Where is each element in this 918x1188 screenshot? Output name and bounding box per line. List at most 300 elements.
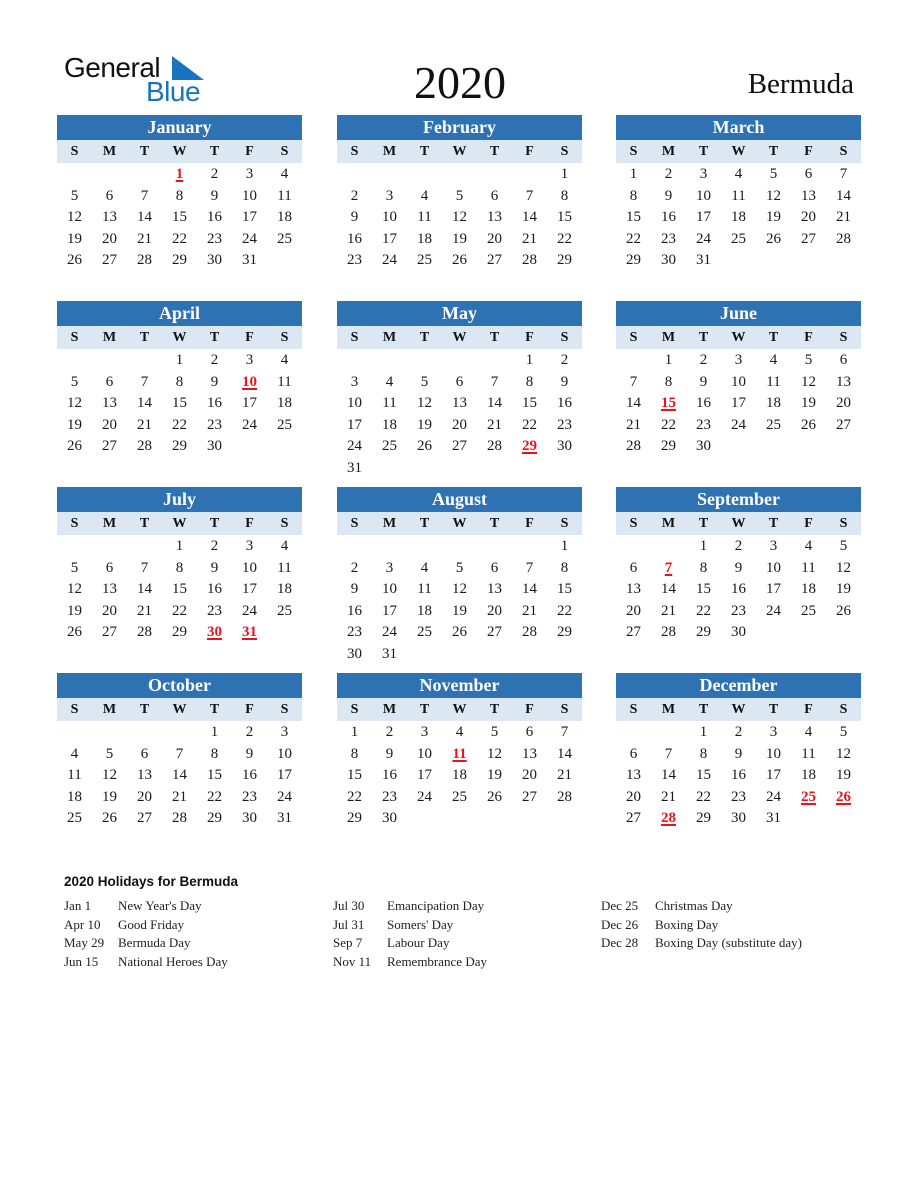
day-cell: 14 bbox=[661, 767, 676, 784]
day-cell: 5 bbox=[839, 538, 848, 554]
day-cell: 11 bbox=[277, 373, 292, 390]
day-cell: 3 bbox=[350, 373, 359, 390]
day-cell: 10 bbox=[382, 209, 397, 226]
day-cell: 23 bbox=[382, 788, 397, 805]
empty-cell bbox=[651, 536, 686, 558]
day-cell: 20 bbox=[522, 767, 537, 784]
day-cell: 18 bbox=[452, 767, 467, 784]
day-grid bbox=[616, 721, 861, 830]
holiday-name: National Heroes Day bbox=[118, 953, 228, 969]
weekday-label: T bbox=[139, 330, 150, 345]
month-header: January bbox=[57, 115, 302, 140]
month-february bbox=[337, 115, 582, 272]
holiday-name: Bermuda Day bbox=[118, 935, 191, 950]
day-cell: 7 bbox=[140, 373, 149, 390]
holiday-row bbox=[64, 953, 228, 972]
day-cell: 19 bbox=[801, 395, 816, 412]
day-cell: 25 bbox=[382, 438, 397, 455]
holiday-date: 26 bbox=[836, 788, 851, 805]
day-cell: 10 bbox=[242, 187, 257, 204]
day-cell: 29 bbox=[557, 252, 572, 269]
day-cell: 24 bbox=[766, 602, 781, 619]
day-cell: 11 bbox=[277, 187, 292, 204]
day-cell: 12 bbox=[417, 395, 432, 412]
day-cell: 12 bbox=[67, 395, 82, 412]
empty-cell bbox=[372, 536, 407, 558]
empty-cell bbox=[407, 536, 442, 558]
day-cell: 2 bbox=[210, 538, 219, 554]
day-cell: 13 bbox=[487, 209, 502, 226]
holiday-date: 11 bbox=[452, 745, 467, 762]
day-cell: 23 bbox=[347, 624, 362, 641]
weekday-label: W bbox=[731, 702, 746, 717]
empty-cell bbox=[337, 350, 372, 372]
day-cell: 8 bbox=[560, 559, 569, 576]
day-cell: 15 bbox=[696, 767, 711, 784]
day-cell: 17 bbox=[242, 395, 257, 412]
month-header: May bbox=[337, 301, 582, 326]
day-cell: 26 bbox=[487, 788, 502, 805]
day-cell: 20 bbox=[487, 602, 502, 619]
day-cell: 9 bbox=[699, 373, 708, 390]
empty-cell bbox=[162, 722, 197, 744]
day-cell: 2 bbox=[210, 352, 219, 368]
day-cell: 6 bbox=[490, 187, 499, 204]
day-cell: 23 bbox=[207, 230, 222, 247]
day-cell: 15 bbox=[696, 581, 711, 598]
day-cell: 30 bbox=[661, 252, 676, 269]
day-cell: 18 bbox=[801, 581, 816, 598]
weekday-label: S bbox=[350, 144, 359, 159]
day-cell: 10 bbox=[696, 187, 711, 204]
day-cell: 13 bbox=[487, 581, 502, 598]
day-cell: 24 bbox=[731, 416, 746, 433]
holidays-column bbox=[333, 897, 487, 971]
empty-cell bbox=[512, 536, 547, 558]
day-cell: 20 bbox=[801, 209, 816, 226]
day-cell: 6 bbox=[629, 745, 638, 762]
day-cell: 8 bbox=[699, 559, 708, 576]
empty-cell bbox=[442, 536, 477, 558]
day-cell: 29 bbox=[172, 624, 187, 641]
day-cell: 13 bbox=[452, 395, 467, 412]
day-cell: 20 bbox=[137, 788, 152, 805]
day-cell: 25 bbox=[731, 230, 746, 247]
day-cell: 31 bbox=[766, 810, 781, 827]
holiday-date-label: Jan 1 bbox=[64, 898, 92, 913]
day-cell: 31 bbox=[277, 810, 292, 827]
day-cell: 28 bbox=[137, 438, 152, 455]
weekday-label: M bbox=[382, 702, 397, 717]
weekday-label: M bbox=[102, 144, 117, 159]
day-cell: 28 bbox=[137, 624, 152, 641]
weekday-row bbox=[616, 698, 861, 721]
weekday-label: S bbox=[560, 516, 569, 531]
day-cell: 25 bbox=[766, 416, 781, 433]
month-august bbox=[337, 487, 582, 666]
day-cell: 6 bbox=[839, 352, 848, 368]
month-september bbox=[616, 487, 861, 644]
day-cell: 25 bbox=[801, 602, 816, 619]
day-cell: 18 bbox=[277, 395, 292, 412]
day-cell: 5 bbox=[455, 187, 464, 204]
day-cell: 9 bbox=[210, 373, 219, 390]
day-cell: 29 bbox=[557, 624, 572, 641]
day-cell: 27 bbox=[487, 624, 502, 641]
day-cell: 14 bbox=[137, 581, 152, 598]
day-cell: 9 bbox=[350, 581, 359, 598]
day-cell: 21 bbox=[836, 209, 851, 226]
empty-cell bbox=[57, 536, 92, 558]
day-cell: 13 bbox=[836, 373, 851, 390]
weekday-label: S bbox=[70, 516, 79, 531]
empty-cell bbox=[127, 722, 162, 744]
holiday-row bbox=[333, 897, 487, 916]
day-cell: 30 bbox=[696, 438, 711, 455]
holiday-date: 15 bbox=[661, 395, 676, 412]
day-cell: 12 bbox=[452, 209, 467, 226]
weekday-label: W bbox=[172, 144, 187, 159]
holidays-column bbox=[601, 897, 802, 953]
day-cell: 19 bbox=[67, 602, 82, 619]
weekday-label: F bbox=[525, 516, 534, 531]
day-cell: 25 bbox=[277, 230, 292, 247]
day-cell: 17 bbox=[731, 395, 746, 412]
day-cell: 19 bbox=[766, 209, 781, 226]
weekday-label: T bbox=[489, 702, 500, 717]
day-cell: 4 bbox=[385, 373, 394, 390]
holiday-name: Emancipation Day bbox=[387, 898, 485, 913]
day-cell: 25 bbox=[452, 788, 467, 805]
month-april bbox=[57, 301, 302, 458]
day-cell: 10 bbox=[766, 745, 781, 762]
day-cell: 16 bbox=[557, 395, 572, 412]
day-cell: 20 bbox=[836, 395, 851, 412]
day-grid bbox=[616, 163, 861, 272]
day-cell: 8 bbox=[210, 745, 219, 762]
day-cell: 16 bbox=[347, 230, 362, 247]
empty-cell bbox=[477, 350, 512, 372]
day-cell: 1 bbox=[560, 538, 569, 554]
weekday-label: T bbox=[489, 330, 500, 345]
page-title-year: 2020 bbox=[414, 57, 506, 108]
day-cell: 22 bbox=[207, 788, 222, 805]
day-cell: 20 bbox=[102, 416, 117, 433]
day-cell: 11 bbox=[277, 559, 292, 576]
day-cell: 21 bbox=[137, 602, 152, 619]
weekday-label: F bbox=[804, 144, 813, 159]
empty-cell bbox=[442, 350, 477, 372]
day-cell: 3 bbox=[769, 724, 778, 740]
day-cell: 14 bbox=[137, 395, 152, 412]
day-cell: 19 bbox=[417, 416, 432, 433]
day-cell: 11 bbox=[382, 395, 397, 412]
day-cell: 9 bbox=[385, 745, 394, 762]
weekday-row bbox=[337, 698, 582, 721]
weekday-label: T bbox=[209, 330, 220, 345]
day-cell: 30 bbox=[207, 438, 222, 455]
day-cell: 2 bbox=[734, 724, 743, 740]
holiday-name: Remembrance Day bbox=[387, 953, 487, 969]
day-cell: 16 bbox=[207, 581, 222, 598]
weekday-label: F bbox=[525, 330, 534, 345]
day-cell: 12 bbox=[102, 767, 117, 784]
weekday-label: S bbox=[839, 702, 848, 717]
day-cell: 15 bbox=[207, 767, 222, 784]
empty-cell bbox=[407, 164, 442, 186]
month-november bbox=[337, 673, 582, 830]
day-cell: 19 bbox=[452, 230, 467, 247]
empty-cell bbox=[57, 350, 92, 372]
day-cell: 16 bbox=[661, 209, 676, 226]
day-cell: 23 bbox=[242, 788, 257, 805]
empty-cell bbox=[92, 722, 127, 744]
weekday-label: S bbox=[629, 144, 638, 159]
month-june bbox=[616, 301, 861, 458]
weekday-label: T bbox=[768, 702, 779, 717]
day-cell: 11 bbox=[417, 209, 432, 226]
weekday-label: T bbox=[419, 516, 430, 531]
day-cell: 9 bbox=[210, 559, 219, 576]
day-cell: 18 bbox=[417, 230, 432, 247]
day-cell: 5 bbox=[769, 166, 778, 182]
day-cell: 17 bbox=[242, 581, 257, 598]
day-cell: 3 bbox=[245, 352, 254, 368]
weekday-label: F bbox=[245, 516, 254, 531]
day-cell: 14 bbox=[522, 581, 537, 598]
empty-cell bbox=[372, 350, 407, 372]
month-header: December bbox=[616, 673, 861, 698]
holiday-row bbox=[333, 953, 487, 972]
day-cell: 2 bbox=[350, 559, 359, 576]
day-cell: 16 bbox=[242, 767, 257, 784]
weekday-label: T bbox=[698, 330, 709, 345]
weekday-label: W bbox=[452, 144, 467, 159]
day-grid bbox=[57, 349, 302, 458]
day-cell: 29 bbox=[626, 252, 641, 269]
empty-cell bbox=[92, 536, 127, 558]
holiday-date: 10 bbox=[242, 373, 257, 390]
day-cell: 29 bbox=[661, 438, 676, 455]
day-cell: 25 bbox=[67, 810, 82, 827]
day-cell: 21 bbox=[487, 416, 502, 433]
day-cell: 28 bbox=[626, 438, 641, 455]
weekday-label: S bbox=[350, 516, 359, 531]
day-cell: 21 bbox=[172, 788, 187, 805]
day-cell: 26 bbox=[67, 438, 82, 455]
day-cell: 25 bbox=[277, 416, 292, 433]
day-cell: 17 bbox=[382, 602, 397, 619]
day-cell: 16 bbox=[382, 767, 397, 784]
day-cell: 5 bbox=[70, 559, 79, 576]
weekday-label: F bbox=[525, 702, 534, 717]
weekday-label: F bbox=[525, 144, 534, 159]
day-cell: 16 bbox=[207, 209, 222, 226]
empty-cell bbox=[616, 536, 651, 558]
day-cell: 9 bbox=[210, 187, 219, 204]
holiday-date: 28 bbox=[661, 810, 676, 827]
day-cell: 23 bbox=[347, 252, 362, 269]
weekday-label: M bbox=[661, 516, 676, 531]
day-cell: 12 bbox=[836, 559, 851, 576]
day-cell: 28 bbox=[557, 788, 572, 805]
day-cell: 23 bbox=[661, 230, 676, 247]
day-cell: 8 bbox=[175, 373, 184, 390]
day-cell: 27 bbox=[801, 230, 816, 247]
holiday-name: Somers' Day bbox=[387, 916, 454, 932]
day-cell: 23 bbox=[557, 416, 572, 433]
day-cell: 1 bbox=[175, 352, 184, 368]
weekday-label: T bbox=[139, 144, 150, 159]
empty-cell bbox=[477, 164, 512, 186]
day-cell: 15 bbox=[557, 581, 572, 598]
empty-cell bbox=[92, 350, 127, 372]
day-cell: 25 bbox=[417, 624, 432, 641]
day-cell: 31 bbox=[347, 459, 362, 476]
month-january bbox=[57, 115, 302, 272]
holiday-date-label: May 29 bbox=[64, 935, 105, 950]
day-cell: 9 bbox=[664, 187, 673, 204]
weekday-label: W bbox=[172, 330, 187, 345]
empty-cell bbox=[57, 722, 92, 744]
day-cell: 19 bbox=[67, 416, 82, 433]
weekday-label: F bbox=[804, 330, 813, 345]
day-cell: 7 bbox=[525, 187, 534, 204]
day-cell: 17 bbox=[766, 767, 781, 784]
weekday-label: T bbox=[489, 516, 500, 531]
day-cell: 2 bbox=[560, 352, 569, 368]
day-cell: 25 bbox=[417, 252, 432, 269]
day-cell: 21 bbox=[661, 602, 676, 619]
empty-cell bbox=[92, 164, 127, 186]
holiday-date: 7 bbox=[664, 559, 673, 576]
day-cell: 23 bbox=[696, 416, 711, 433]
day-cell: 18 bbox=[417, 602, 432, 619]
day-cell: 22 bbox=[661, 416, 676, 433]
holiday-date-label: Dec 28 bbox=[601, 935, 639, 950]
day-cell: 8 bbox=[629, 187, 638, 204]
day-cell: 10 bbox=[277, 745, 292, 762]
weekday-label: S bbox=[560, 330, 569, 345]
day-cell: 20 bbox=[487, 230, 502, 247]
day-cell: 4 bbox=[804, 724, 813, 740]
day-cell: 22 bbox=[557, 602, 572, 619]
day-cell: 8 bbox=[175, 559, 184, 576]
day-cell: 30 bbox=[382, 810, 397, 827]
weekday-label: T bbox=[698, 702, 709, 717]
day-cell: 23 bbox=[207, 416, 222, 433]
day-cell: 10 bbox=[347, 395, 362, 412]
empty-cell bbox=[127, 350, 162, 372]
day-cell: 17 bbox=[382, 230, 397, 247]
holiday-row bbox=[601, 897, 802, 916]
day-cell: 4 bbox=[769, 352, 778, 368]
month-header: August bbox=[337, 487, 582, 512]
weekday-label: T bbox=[139, 516, 150, 531]
day-cell: 21 bbox=[522, 230, 537, 247]
day-cell: 7 bbox=[525, 559, 534, 576]
day-cell: 30 bbox=[731, 810, 746, 827]
day-cell: 18 bbox=[67, 788, 82, 805]
day-cell: 4 bbox=[420, 187, 429, 204]
day-cell: 19 bbox=[67, 230, 82, 247]
day-cell: 4 bbox=[70, 745, 79, 762]
day-cell: 28 bbox=[172, 810, 187, 827]
day-cell: 16 bbox=[696, 395, 711, 412]
weekday-label: W bbox=[452, 330, 467, 345]
day-cell: 4 bbox=[455, 724, 464, 740]
day-cell: 11 bbox=[801, 559, 816, 576]
day-cell: 11 bbox=[417, 581, 432, 598]
weekday-row bbox=[616, 326, 861, 349]
weekday-label: W bbox=[452, 702, 467, 717]
day-cell: 5 bbox=[490, 724, 499, 740]
weekday-label: T bbox=[419, 330, 430, 345]
day-cell: 27 bbox=[102, 438, 117, 455]
day-cell: 6 bbox=[804, 166, 813, 182]
day-cell: 1 bbox=[699, 538, 708, 554]
weekday-label: S bbox=[839, 144, 848, 159]
day-cell: 27 bbox=[487, 252, 502, 269]
day-cell: 1 bbox=[525, 352, 534, 368]
day-cell: 13 bbox=[626, 581, 641, 598]
day-cell: 8 bbox=[699, 745, 708, 762]
day-cell: 24 bbox=[347, 438, 362, 455]
day-cell: 21 bbox=[137, 230, 152, 247]
day-cell: 26 bbox=[801, 416, 816, 433]
month-july bbox=[57, 487, 302, 644]
day-cell: 15 bbox=[347, 767, 362, 784]
day-cell: 12 bbox=[452, 581, 467, 598]
holidays-column bbox=[64, 897, 228, 971]
day-cell: 8 bbox=[664, 373, 673, 390]
day-cell: 4 bbox=[280, 166, 289, 182]
weekday-row bbox=[57, 140, 302, 163]
month-header: March bbox=[616, 115, 861, 140]
weekday-label: S bbox=[560, 702, 569, 717]
day-cell: 17 bbox=[696, 209, 711, 226]
weekday-label: T bbox=[209, 144, 220, 159]
day-cell: 3 bbox=[769, 538, 778, 554]
day-cell: 22 bbox=[172, 602, 187, 619]
day-cell: 24 bbox=[696, 230, 711, 247]
weekday-label: M bbox=[102, 330, 117, 345]
day-cell: 26 bbox=[67, 624, 82, 641]
day-cell: 26 bbox=[67, 252, 82, 269]
holiday-date: 25 bbox=[801, 788, 816, 805]
empty-cell bbox=[127, 536, 162, 558]
day-cell: 22 bbox=[696, 602, 711, 619]
weekday-label: W bbox=[172, 702, 187, 717]
day-cell: 3 bbox=[734, 352, 743, 368]
day-cell: 12 bbox=[67, 209, 82, 226]
weekday-label: M bbox=[102, 516, 117, 531]
day-cell: 23 bbox=[207, 602, 222, 619]
day-cell: 23 bbox=[731, 602, 746, 619]
weekday-label: T bbox=[139, 702, 150, 717]
day-cell: 26 bbox=[417, 438, 432, 455]
weekday-label: S bbox=[280, 144, 289, 159]
weekday-label: M bbox=[661, 144, 676, 159]
day-cell: 21 bbox=[557, 767, 572, 784]
holiday-row bbox=[601, 916, 802, 935]
day-cell: 24 bbox=[242, 602, 257, 619]
day-cell: 24 bbox=[382, 624, 397, 641]
day-cell: 6 bbox=[525, 724, 534, 740]
day-cell: 13 bbox=[102, 581, 117, 598]
weekday-label: T bbox=[698, 144, 709, 159]
day-cell: 16 bbox=[347, 602, 362, 619]
